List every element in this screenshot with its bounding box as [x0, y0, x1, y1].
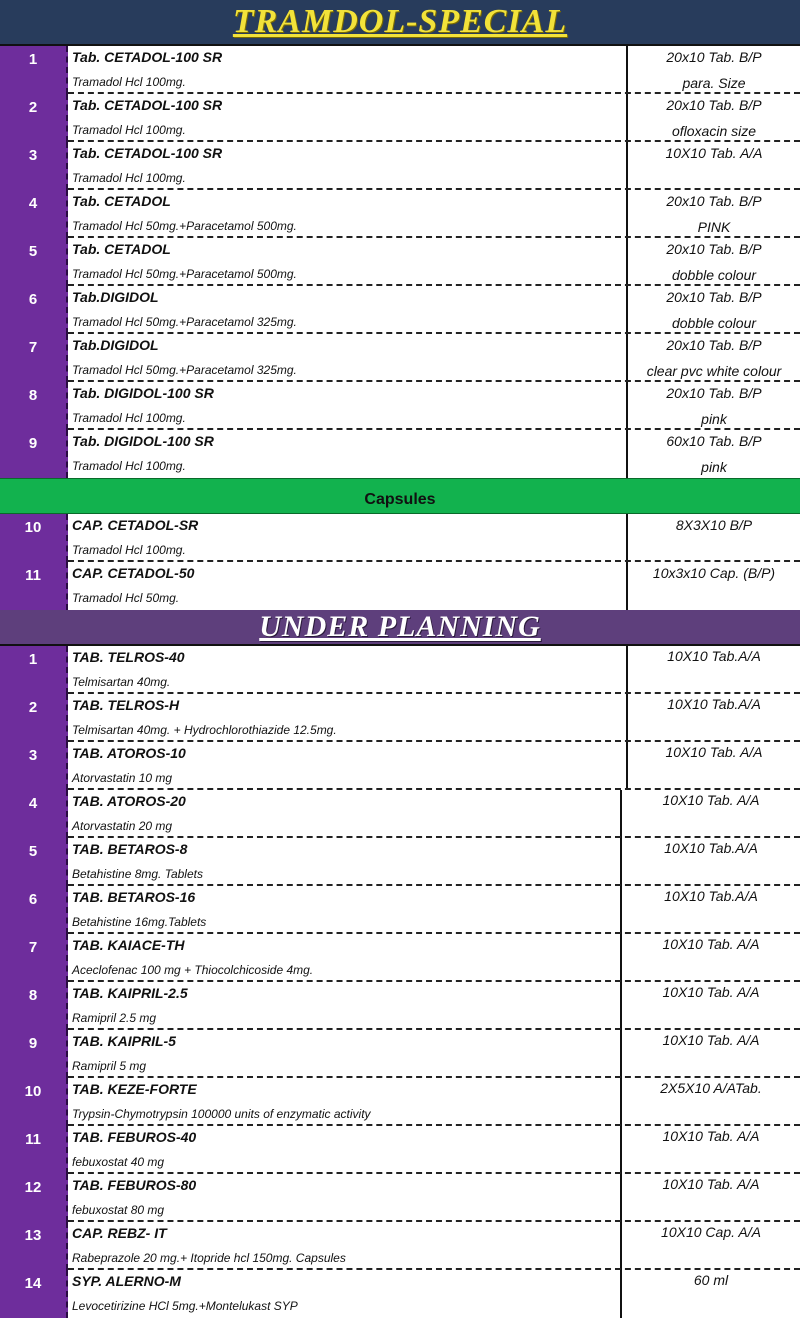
- table-row: [0, 142, 800, 190]
- packing-size: 8X3X10 B/P: [675, 517, 753, 533]
- row-description: [68, 790, 620, 838]
- capsules-table: [0, 514, 800, 610]
- packing-note: pink: [701, 459, 727, 475]
- product-composition: Tramadol Hcl 100mg.: [72, 171, 186, 185]
- product-name: Tab. CETADOL: [72, 193, 171, 209]
- row-packing: [620, 838, 800, 886]
- row-number: 7: [0, 934, 68, 982]
- row-description: [68, 646, 626, 694]
- product-composition: Telmisartan 40mg. + Hydrochlorothiazide 12.5mg.: [72, 723, 337, 737]
- table-row: [0, 934, 800, 982]
- product-name: CAP. CETADOL-50: [72, 565, 195, 581]
- table-row: [0, 562, 800, 610]
- row-description: [68, 742, 626, 790]
- row-description: [68, 190, 626, 238]
- row-description: [68, 1270, 620, 1318]
- row-packing: [620, 1174, 800, 1222]
- table-row: [0, 238, 800, 286]
- row-packing: [620, 790, 800, 838]
- product-name: TAB. KAIPRIL-5: [72, 1033, 176, 1049]
- product-composition: Tramadol Hcl 100mg.: [72, 411, 186, 425]
- product-name: Tab. CETADOL: [72, 241, 171, 257]
- product-composition: Tramadol Hcl 100mg.: [72, 459, 186, 473]
- product-name: Tab.DIGIDOL: [72, 289, 159, 305]
- row-description: [68, 1078, 620, 1126]
- packing-size: 20x10 Tab. B/P: [666, 337, 762, 353]
- product-name: Tab. CETADOL-100 SR: [72, 49, 223, 65]
- row-number: 2: [0, 694, 68, 742]
- row-number: 9: [0, 430, 68, 478]
- table-row: [0, 1222, 800, 1270]
- row-description: [68, 382, 626, 430]
- row-number: 3: [0, 142, 68, 190]
- row-description: [68, 514, 626, 562]
- packing-note: PINK: [697, 219, 731, 235]
- row-number: 14: [0, 1270, 68, 1318]
- row-packing: [620, 934, 800, 982]
- product-composition: Tramadol Hcl 50mg.+Paracetamol 325mg.: [72, 363, 297, 377]
- product-name: Tab. CETADOL-100 SR: [72, 145, 223, 161]
- row-description: [68, 46, 626, 94]
- product-name: TAB. ATOROS-20: [72, 793, 186, 809]
- row-number: 1: [0, 46, 68, 94]
- product-composition: Levocetirizine HCl 5mg.+Montelukast SYP: [72, 1299, 298, 1313]
- tramdol-special-title: TRAMDOL-SPECIAL: [232, 3, 568, 40]
- row-number: 9: [0, 1030, 68, 1078]
- row-number: 10: [0, 514, 68, 562]
- product-name: Tab.DIGIDOL: [72, 337, 159, 353]
- row-packing: [626, 286, 800, 334]
- product-composition: Atorvastatin 20 mg: [72, 819, 173, 833]
- under-planning-title: UNDER PLANNING: [259, 610, 541, 643]
- product-composition: Betahistine 8mg. Tablets: [72, 867, 203, 881]
- row-packing: [620, 982, 800, 1030]
- packing-note: dobble colour: [671, 315, 757, 331]
- table-row: [0, 382, 800, 430]
- product-composition: Rabeprazole 20 mg.+ Itopride hcl 150mg. Capsules: [72, 1251, 346, 1265]
- product-name: TAB. BETAROS-16: [72, 889, 196, 905]
- row-number: 13: [0, 1222, 68, 1270]
- table-row: [0, 514, 800, 562]
- product-composition: Aceclofenac 100 mg + Thiocolchicoside 4mg.: [72, 963, 314, 977]
- row-number: 2: [0, 94, 68, 142]
- row-description: [68, 1030, 620, 1078]
- packing-size: 20x10 Tab. B/P: [666, 49, 762, 65]
- packing-size: 20x10 Tab. B/P: [666, 193, 762, 209]
- product-name: TAB. KAIACE-TH: [72, 937, 185, 953]
- product-composition: Tramadol Hcl 50mg.+Paracetamol 500mg.: [72, 267, 297, 281]
- row-description: [68, 838, 620, 886]
- under-planning-banner: [0, 610, 800, 646]
- table-row: [0, 190, 800, 238]
- table-row: [0, 1270, 800, 1318]
- row-description: [68, 934, 620, 982]
- product-name: CAP. CETADOL-SR: [72, 517, 199, 533]
- table-row: [0, 286, 800, 334]
- row-packing: [626, 46, 800, 94]
- row-packing: [620, 1270, 800, 1318]
- packing-size: 20x10 Tab. B/P: [666, 289, 762, 305]
- product-composition: Tramadol Hcl 50mg.: [72, 591, 180, 605]
- row-packing: [626, 430, 800, 478]
- row-description: [68, 982, 620, 1030]
- product-composition: febuxostat 40 mg: [72, 1155, 165, 1169]
- packing-size: 10X10 Tab. A/A: [662, 792, 760, 808]
- product-name: TAB. KEZE-FORTE: [72, 1081, 197, 1097]
- row-description: [68, 1126, 620, 1174]
- product-composition: Ramipril 5 mg: [72, 1059, 147, 1073]
- table-row: [0, 1174, 800, 1222]
- product-name: Tab. DIGIDOL-100 SR: [72, 385, 214, 401]
- packing-note: dobble colour: [671, 267, 757, 283]
- row-number: 5: [0, 238, 68, 286]
- row-packing: [620, 1126, 800, 1174]
- row-description: [68, 886, 620, 934]
- row-number: 3: [0, 742, 68, 790]
- packing-size: 10X10 Tab.A/A: [664, 888, 758, 904]
- tramdol-table: [0, 46, 800, 478]
- packing-size: 20x10 Tab. B/P: [666, 241, 762, 257]
- product-name: TAB. BETAROS-8: [72, 841, 188, 857]
- product-name: SYP. ALERNO-M: [72, 1273, 181, 1289]
- row-packing: [620, 1030, 800, 1078]
- table-row: [0, 790, 800, 838]
- row-packing: [626, 562, 800, 610]
- row-packing: [626, 142, 800, 190]
- packing-size: 10X10 Tab. A/A: [662, 936, 760, 952]
- product-name: TAB. TELROS-H: [72, 697, 180, 713]
- table-row: [0, 334, 800, 382]
- table-row: [0, 430, 800, 478]
- row-description: [68, 286, 626, 334]
- table-row: [0, 694, 800, 742]
- packing-size: 10X10 Tab. A/A: [662, 984, 760, 1000]
- row-packing: [620, 1222, 800, 1270]
- planning-table: [0, 646, 800, 1318]
- row-description: [68, 334, 626, 382]
- row-packing: [626, 742, 800, 790]
- row-number: 4: [0, 790, 68, 838]
- row-number: 6: [0, 886, 68, 934]
- product-name: Tab. CETADOL-100 SR: [72, 97, 223, 113]
- table-row: [0, 46, 800, 94]
- packing-size: 10X10 Cap. A/A: [661, 1224, 761, 1240]
- packing-size: 20x10 Tab. B/P: [666, 97, 762, 113]
- packing-note: clear pvc white colour: [646, 363, 782, 379]
- row-packing: [626, 646, 800, 694]
- table-row: [0, 1126, 800, 1174]
- packing-size: 10X10 Tab. A/A: [665, 744, 763, 760]
- row-number: 11: [0, 562, 68, 610]
- row-packing: [620, 1078, 800, 1126]
- tramdol-special-banner: [0, 0, 800, 46]
- row-packing: [626, 694, 800, 742]
- product-composition: Tramadol Hcl 100mg.: [72, 543, 186, 557]
- row-packing: [626, 238, 800, 286]
- product-composition: Tramadol Hcl 100mg.: [72, 75, 186, 89]
- row-packing: [626, 190, 800, 238]
- product-composition: Ramipril 2.5 mg: [72, 1011, 157, 1025]
- packing-size: 60x10 Tab. B/P: [666, 433, 762, 449]
- product-composition: febuxostat 80 mg: [72, 1203, 165, 1217]
- product-name: TAB. ATOROS-10: [72, 745, 186, 761]
- table-row: [0, 982, 800, 1030]
- product-composition: Tramadol Hcl 100mg.: [72, 123, 186, 137]
- capsules-title: Capsules: [364, 491, 436, 508]
- packing-size: 20x10 Tab. B/P: [666, 385, 762, 401]
- packing-size: 10X10 Tab. A/A: [662, 1128, 760, 1144]
- packing-size: 10X10 Tab.A/A: [667, 648, 761, 664]
- packing-size: 10X10 Tab.A/A: [664, 840, 758, 856]
- row-number: 6: [0, 286, 68, 334]
- table-row: [0, 94, 800, 142]
- product-composition: Tramadol Hcl 50mg.+Paracetamol 325mg.: [72, 315, 297, 329]
- row-number: 4: [0, 190, 68, 238]
- packing-note: ofloxacin size: [671, 123, 757, 139]
- row-number: 5: [0, 838, 68, 886]
- packing-size: 60 ml: [693, 1272, 729, 1288]
- product-name: TAB. KAIPRIL-2.5: [72, 985, 188, 1001]
- row-number: 8: [0, 982, 68, 1030]
- row-number: 8: [0, 382, 68, 430]
- product-composition: Betahistine 16mg.Tablets: [72, 915, 207, 929]
- table-row: [0, 742, 800, 790]
- row-description: [68, 430, 626, 478]
- row-description: [68, 238, 626, 286]
- packing-note: para. Size: [682, 75, 746, 91]
- packing-size: 10X10 Tab. A/A: [662, 1032, 760, 1048]
- packing-size: 10x3x10 Cap. (B/P): [652, 565, 776, 581]
- packing-size: 2X5X10 A/ATab.: [660, 1080, 762, 1096]
- row-number: 1: [0, 646, 68, 694]
- packing-size: 10X10 Tab. A/A: [665, 145, 763, 161]
- row-number: 11: [0, 1126, 68, 1174]
- row-number: 7: [0, 334, 68, 382]
- table-row: [0, 646, 800, 694]
- row-packing: [626, 382, 800, 430]
- row-number: 12: [0, 1174, 68, 1222]
- row-packing: [620, 886, 800, 934]
- packing-size: 10X10 Tab. A/A: [662, 1176, 760, 1192]
- product-name: CAP. REBZ- IT: [72, 1225, 167, 1241]
- packing-size: 10X10 Tab.A/A: [667, 696, 761, 712]
- product-composition: Trypsin-Chymotrypsin 100000 units of enzymatic activity: [72, 1107, 371, 1121]
- product-name: Tab. DIGIDOL-100 SR: [72, 433, 214, 449]
- product-name: TAB. TELROS-40: [72, 649, 185, 665]
- row-description: [68, 694, 626, 742]
- table-row: [0, 838, 800, 886]
- packing-note: pink: [701, 411, 727, 427]
- row-description: [68, 562, 626, 610]
- row-description: [68, 1222, 620, 1270]
- product-name: TAB. FEBUROS-80: [72, 1177, 197, 1193]
- capsules-section-header: [0, 478, 800, 514]
- row-packing: [626, 334, 800, 382]
- table-row: [0, 886, 800, 934]
- table-row: [0, 1030, 800, 1078]
- row-number: 10: [0, 1078, 68, 1126]
- product-composition: Tramadol Hcl 50mg.+Paracetamol 500mg.: [72, 219, 297, 233]
- table-row: [0, 1078, 800, 1126]
- row-description: [68, 94, 626, 142]
- product-composition: Atorvastatin 10 mg: [72, 771, 173, 785]
- row-packing: [626, 94, 800, 142]
- row-packing: [626, 514, 800, 562]
- product-name: TAB. FEBUROS-40: [72, 1129, 197, 1145]
- row-description: [68, 142, 626, 190]
- row-description: [68, 1174, 620, 1222]
- product-composition: Telmisartan 40mg.: [72, 675, 171, 689]
